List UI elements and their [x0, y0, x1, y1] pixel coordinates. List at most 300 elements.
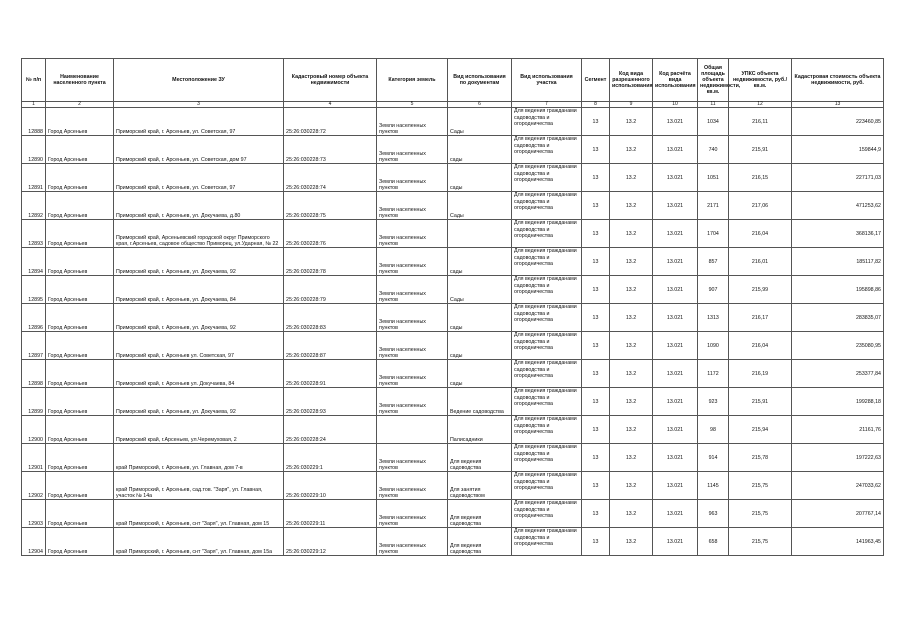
- settlement-name-text: Город Арсеньев: [48, 381, 88, 387]
- plot-location-text: Приморский край, г. Арсеньев, ул. Докучаева, д.80: [116, 213, 241, 219]
- settlement-name-text: Город Арсеньев: [48, 129, 88, 135]
- table-row: [22, 192, 884, 220]
- total-area: [698, 248, 729, 276]
- cadastral-number-text: 25:26:030229:12: [286, 549, 326, 555]
- permitted-use-code: [610, 220, 653, 248]
- cadastral-number: [284, 360, 377, 388]
- settlement-name: [46, 332, 114, 360]
- column-header: Кадастровая стоимость объекта недвижимости, руб.: [792, 59, 884, 102]
- total-area: [698, 472, 729, 500]
- total-area-text: 857: [708, 258, 718, 265]
- permitted-use-code: [610, 416, 653, 444]
- cadastral-number-text: 25:26:030228:74: [286, 185, 326, 191]
- calc-use-code: [653, 444, 698, 472]
- total-area: [698, 304, 729, 332]
- plot-use: [512, 444, 582, 472]
- row-number: [22, 136, 46, 164]
- cadastral-cost: [792, 220, 884, 248]
- total-area-text: 914: [708, 454, 718, 461]
- table-row: [22, 388, 884, 416]
- cadastral-number-text: 25:26:030228:73: [286, 157, 326, 163]
- plot-use: [512, 360, 582, 388]
- segment: [582, 164, 610, 192]
- permitted-use-code-text: 13.2: [625, 510, 637, 517]
- row-number-text: 12904: [28, 549, 43, 555]
- upks-value-text: 215,75: [751, 538, 769, 545]
- plot-location-text: край Приморский, г. Арсеньев, снт "Заря", ул. Главная, дом 15а: [116, 549, 273, 555]
- plot-location: [114, 248, 284, 276]
- plot-location-text: Приморский край, г. Арсеньев, ул. Докучаева, 84: [116, 297, 236, 303]
- plot-use: [512, 276, 582, 304]
- calc-use-code-text: 13.021: [666, 482, 684, 489]
- column-number: 2: [46, 102, 114, 108]
- cadastral-number: [284, 332, 377, 360]
- cadastral-cost: [792, 192, 884, 220]
- settlement-name: [46, 192, 114, 220]
- settlement-name-text: Город Арсеньев: [48, 213, 88, 219]
- total-area: [698, 360, 729, 388]
- row-number: [22, 360, 46, 388]
- land-category-text: Земли населенных пунктов: [379, 291, 426, 303]
- permitted-use-code-text: 13.2: [625, 286, 637, 293]
- upks-value-text: 215,75: [751, 482, 769, 489]
- column-header: Сегмент: [582, 59, 610, 102]
- total-area-text: 1090: [707, 342, 719, 349]
- plot-location: [114, 360, 284, 388]
- column-header: УПКС объекта недвижимости, руб./кв.м.: [729, 59, 792, 102]
- cadastral-value-table: [21, 58, 884, 556]
- plot-location: [114, 416, 284, 444]
- upks-value: [729, 444, 792, 472]
- column-header: Вид использования по документам: [448, 59, 512, 102]
- cadastral-number: [284, 136, 377, 164]
- document-use: [448, 276, 512, 304]
- upks-value-text: 215,94: [751, 426, 769, 433]
- upks-value: [729, 276, 792, 304]
- plot-use-text: Для ведения гражданами садоводства и огородничества: [514, 136, 577, 156]
- row-number: [22, 220, 46, 248]
- cadastral-number: [284, 528, 377, 556]
- column-number: 6: [448, 102, 512, 108]
- plot-use-text: Для ведения гражданами садоводства и огородничества: [514, 500, 577, 520]
- permitted-use-code: [610, 332, 653, 360]
- settlement-name: [46, 416, 114, 444]
- total-area-text: 658: [708, 538, 718, 545]
- segment: [582, 388, 610, 416]
- calc-use-code: [653, 220, 698, 248]
- permitted-use-code: [610, 500, 653, 528]
- column-number: 8: [582, 102, 610, 108]
- segment: [582, 304, 610, 332]
- plot-location-text: край Приморский, г. Арсеньев, ул. Главная, дом 7-в: [116, 465, 243, 471]
- calc-use-code: [653, 136, 698, 164]
- document-use-text: сады: [450, 353, 463, 359]
- permitted-use-code-text: 13.2: [625, 174, 637, 181]
- cadastral-number-text: 25:26:030228:93: [286, 409, 326, 415]
- segment: [582, 276, 610, 304]
- upks-value: [729, 164, 792, 192]
- column-header: Код вида разрешенного использования: [610, 59, 653, 102]
- cadastral-cost-text: 227171,03: [855, 174, 881, 181]
- row-number: [22, 528, 46, 556]
- plot-location-text: Приморский край, г. Арсеньев ул. Советская, 97: [116, 353, 234, 359]
- document-use: [448, 108, 512, 136]
- land-category: [377, 248, 448, 276]
- permitted-use-code: [610, 164, 653, 192]
- column-header: Код расчёта вида использования: [653, 59, 698, 102]
- total-area: [698, 164, 729, 192]
- column-number: 10: [653, 102, 698, 108]
- column-number: 9: [610, 102, 653, 108]
- upks-value: [729, 528, 792, 556]
- cadastral-cost: [792, 304, 884, 332]
- plot-location: [114, 388, 284, 416]
- upks-value: [729, 304, 792, 332]
- cadastral-cost: [792, 248, 884, 276]
- upks-value: [729, 472, 792, 500]
- document-use: [448, 500, 512, 528]
- permitted-use-code: [610, 248, 653, 276]
- segment: [582, 444, 610, 472]
- settlement-name-text: Город Арсеньев: [48, 157, 88, 163]
- calc-use-code-text: 13.021: [666, 118, 684, 125]
- permitted-use-code-text: 13.2: [625, 370, 637, 377]
- total-area: [698, 276, 729, 304]
- land-category-text: Земли населенных пунктов: [379, 151, 426, 163]
- permitted-use-code: [610, 472, 653, 500]
- total-area: [698, 500, 729, 528]
- cadastral-number: [284, 304, 377, 332]
- calc-use-code-text: 13.021: [666, 510, 684, 517]
- plot-location: [114, 192, 284, 220]
- land-category: [377, 220, 448, 248]
- upks-value: [729, 192, 792, 220]
- total-area-text: 740: [708, 146, 718, 153]
- cadastral-cost: [792, 528, 884, 556]
- land-category: [377, 164, 448, 192]
- calc-use-code-text: 13.021: [666, 258, 684, 265]
- cadastral-cost: [792, 276, 884, 304]
- plot-location: [114, 136, 284, 164]
- row-number: [22, 332, 46, 360]
- calc-use-code: [653, 304, 698, 332]
- cadastral-cost-text: 199288,18: [855, 398, 881, 405]
- document-use: [448, 164, 512, 192]
- land-category-text: Земли населенных пунктов: [379, 487, 426, 499]
- segment-text: 13: [592, 118, 599, 125]
- document-use-text: Палисадники: [450, 437, 483, 443]
- plot-use-text: Для ведения гражданами садоводства и огородничества: [514, 388, 577, 408]
- document-use: [448, 444, 512, 472]
- land-category: [377, 388, 448, 416]
- calc-use-code-text: 13.021: [666, 174, 684, 181]
- cadastral-cost: [792, 388, 884, 416]
- calc-use-code-text: 13.021: [666, 342, 684, 349]
- cadastral-cost: [792, 416, 884, 444]
- row-number-text: 12899: [28, 409, 43, 415]
- segment-text: 13: [592, 398, 599, 405]
- total-area: [698, 444, 729, 472]
- land-category-text: Земли населенных пунктов: [379, 403, 426, 415]
- cadastral-number-text: 25:26:030228:24: [286, 437, 326, 443]
- land-category-text: Земли населенных пунктов: [379, 319, 426, 331]
- upks-value-text: 216,04: [751, 342, 769, 349]
- plot-use-text: Для ведения гражданами садоводства и огородничества: [514, 248, 577, 268]
- table-row: [22, 332, 884, 360]
- row-number-text: 12897: [28, 353, 43, 359]
- row-number: [22, 108, 46, 136]
- total-area-text: 1704: [707, 230, 719, 237]
- land-category-text: Земли населенных пунктов: [379, 235, 426, 247]
- cadastral-number-text: 25:26:030228:79: [286, 297, 326, 303]
- plot-use-text: Для ведения гражданами садоводства и огородничества: [514, 416, 577, 436]
- cadastral-number: [284, 220, 377, 248]
- segment-text: 13: [592, 286, 599, 293]
- upks-value-text: 216,19: [751, 370, 769, 377]
- calc-use-code: [653, 472, 698, 500]
- row-number-text: 12903: [28, 521, 43, 527]
- segment: [582, 528, 610, 556]
- document-use: [448, 528, 512, 556]
- calc-use-code-text: 13.021: [666, 146, 684, 153]
- plot-use: [512, 136, 582, 164]
- row-number: [22, 444, 46, 472]
- segment-text: 13: [592, 538, 599, 545]
- plot-use: [512, 388, 582, 416]
- calc-use-code: [653, 248, 698, 276]
- permitted-use-code-text: 13.2: [625, 538, 637, 545]
- row-number-text: 12892: [28, 213, 43, 219]
- row-number: [22, 248, 46, 276]
- permitted-use-code-text: 13.2: [625, 398, 637, 405]
- permitted-use-code: [610, 276, 653, 304]
- plot-location: [114, 472, 284, 500]
- cadastral-number: [284, 108, 377, 136]
- upks-value-text: 215,99: [751, 286, 769, 293]
- segment-text: 13: [592, 370, 599, 377]
- permitted-use-code: [610, 304, 653, 332]
- cadastral-number-text: 25:26:030229:1: [286, 465, 323, 471]
- plot-location-text: Приморский край, Арсеньевский городской округ Приморского края, г.Арсеньев, садовое общество Приморец, ул.Ударная, № 22: [116, 235, 279, 247]
- cadastral-cost: [792, 136, 884, 164]
- settlement-name-text: Город Арсеньев: [48, 493, 88, 499]
- plot-use-text: Для ведения гражданами садоводства и огородничества: [514, 332, 577, 352]
- land-category: [377, 304, 448, 332]
- land-category: [377, 136, 448, 164]
- settlement-name: [46, 444, 114, 472]
- permitted-use-code: [610, 528, 653, 556]
- row-number: [22, 276, 46, 304]
- land-category: [377, 332, 448, 360]
- calc-use-code: [653, 360, 698, 388]
- row-number-text: 12901: [28, 465, 43, 471]
- column-header: Общая площадь объекта недвижимости, кв.м.: [698, 59, 729, 102]
- plot-use: [512, 472, 582, 500]
- land-category-text: Земли населенных пунктов: [379, 123, 426, 135]
- plot-location: [114, 444, 284, 472]
- land-category: [377, 108, 448, 136]
- row-number-text: 12894: [28, 269, 43, 275]
- land-category: [377, 528, 448, 556]
- permitted-use-code: [610, 444, 653, 472]
- upks-value: [729, 388, 792, 416]
- row-number-text: 12898: [28, 381, 43, 387]
- cadastral-number-text: 25:26:030228:91: [286, 381, 326, 387]
- permitted-use-code-text: 13.2: [625, 258, 637, 265]
- calc-use-code-text: 13.021: [666, 286, 684, 293]
- table-row: [22, 220, 884, 248]
- row-number-text: 12890: [28, 157, 43, 163]
- total-area-text: 963: [708, 510, 718, 517]
- plot-location: [114, 276, 284, 304]
- column-header: № п/п: [22, 59, 46, 102]
- row-number-text: 12893: [28, 241, 43, 247]
- cadastral-cost: [792, 164, 884, 192]
- segment: [582, 360, 610, 388]
- total-area: [698, 528, 729, 556]
- upks-value-text: 215,75: [751, 510, 769, 517]
- settlement-name: [46, 220, 114, 248]
- document-use-text: сады: [450, 325, 463, 331]
- cadastral-cost-text: 197222,63: [855, 454, 881, 461]
- document-use-text: сады: [450, 381, 463, 387]
- upks-value-text: 216,11: [752, 118, 768, 125]
- settlement-name: [46, 108, 114, 136]
- plot-use-text: Для ведения гражданами садоводства и огородничества: [514, 164, 577, 184]
- cadastral-cost: [792, 444, 884, 472]
- table-row: [22, 136, 884, 164]
- plot-use: [512, 164, 582, 192]
- row-number: [22, 388, 46, 416]
- land-category-text: Земли населенных пунктов: [379, 263, 426, 275]
- total-area-text: 923: [708, 398, 718, 405]
- plot-use-text: Для ведения гражданами садоводства и огородничества: [514, 108, 577, 128]
- cadastral-number-text: 25:26:030228:75: [286, 213, 326, 219]
- column-number: 5: [377, 102, 448, 108]
- plot-location-text: Приморский край, г. Арсеньев, ул. Советская, 97: [116, 129, 236, 135]
- total-area: [698, 108, 729, 136]
- cadastral-number-text: 25:26:030228:87: [286, 353, 326, 359]
- permitted-use-code-text: 13.2: [625, 146, 637, 153]
- cadastral-number-text: 25:26:030228:78: [286, 269, 326, 275]
- cadastral-number-text: 25:26:030229:10: [286, 493, 326, 499]
- plot-use: [512, 192, 582, 220]
- cadastral-number: [284, 164, 377, 192]
- permitted-use-code-text: 13.2: [625, 426, 637, 433]
- total-area: [698, 192, 729, 220]
- upks-value-text: 216,15: [751, 174, 769, 181]
- permitted-use-code-text: 13.2: [625, 482, 637, 489]
- cadastral-number-text: 25:26:030228:76: [286, 241, 326, 247]
- table-row: [22, 276, 884, 304]
- plot-location-text: Приморский край, г. Арсеньев, ул. Докучаева, 92: [116, 269, 236, 275]
- settlement-name-text: Город Арсеньев: [48, 437, 88, 443]
- table-row: [22, 528, 884, 556]
- plot-use-text: Для ведения гражданами садоводства и огородничества: [514, 360, 577, 380]
- document-use-text: Для занятия садоводством: [450, 487, 485, 499]
- cadastral-number: [284, 444, 377, 472]
- plot-location-text: край Приморский, г. Арсеньев, сад.тов. "Заря", ул. Главная, участок № 14а: [116, 487, 263, 499]
- plot-location-text: Приморский край, г. Арсеньев, ул. Советская, 97: [116, 185, 236, 191]
- settlement-name: [46, 472, 114, 500]
- permitted-use-code-text: 13.2: [625, 118, 637, 125]
- column-number: 1: [22, 102, 46, 108]
- calc-use-code-text: 13.021: [666, 230, 684, 237]
- plot-location-text: Приморский край, г. Арсеньев, ул. Советская, дом 97: [116, 157, 247, 163]
- upks-value: [729, 360, 792, 388]
- plot-use-text: Для ведения гражданами садоводства и огородничества: [514, 472, 577, 492]
- segment-text: 13: [592, 454, 599, 461]
- table-row: [22, 108, 884, 136]
- settlement-name-text: Город Арсеньев: [48, 409, 88, 415]
- calc-use-code-text: 13.021: [666, 202, 684, 209]
- cadastral-number: [284, 500, 377, 528]
- calc-use-code: [653, 108, 698, 136]
- total-area-text: 2171: [707, 202, 719, 209]
- upks-value: [729, 136, 792, 164]
- total-area-text: 1172: [707, 370, 719, 377]
- cadastral-cost-text: 471253,62: [855, 202, 881, 209]
- cadastral-cost-text: 141963,45: [855, 538, 881, 545]
- settlement-name-text: Город Арсеньев: [48, 297, 88, 303]
- permitted-use-code-text: 13.2: [625, 454, 637, 461]
- settlement-name: [46, 136, 114, 164]
- table-body: [22, 108, 884, 556]
- settlement-name-text: Город Арсеньев: [48, 549, 88, 555]
- plot-location-text: Приморский край, г.Арсеньев, ул.Черемуховая, 2: [116, 437, 237, 443]
- segment-text: 13: [592, 342, 599, 349]
- permitted-use-code-text: 13.2: [625, 230, 637, 237]
- permitted-use-code-text: 13.2: [625, 314, 637, 321]
- calc-use-code: [653, 332, 698, 360]
- row-number: [22, 416, 46, 444]
- plot-use-text: Для ведения гражданами садоводства и огородничества: [514, 444, 577, 464]
- plot-use-text: Для ведения гражданами садоводства и огородничества: [514, 192, 577, 212]
- cadastral-number-text: 25:26:030228:83: [286, 325, 326, 331]
- cadastral-number: [284, 276, 377, 304]
- plot-location-text: Приморский край, г. Арсеньев, ул. Докучаева, 92: [116, 409, 236, 415]
- column-number: 11: [698, 102, 729, 108]
- settlement-name-text: Город Арсеньев: [48, 465, 88, 471]
- table-row: [22, 416, 884, 444]
- settlement-name-text: Город Арсеньев: [48, 521, 88, 527]
- segment: [582, 500, 610, 528]
- plot-use-text: Для ведения гражданами садоводства и огородничества: [514, 276, 577, 296]
- plot-use-text: Для ведения гражданами садоводства и огородничества: [514, 304, 577, 324]
- plot-use: [512, 220, 582, 248]
- document-use: [448, 360, 512, 388]
- settlement-name-text: Город Арсеньев: [48, 269, 88, 275]
- document-use-text: сады: [450, 157, 463, 163]
- cadastral-cost: [792, 108, 884, 136]
- calc-use-code-text: 13.021: [666, 398, 684, 405]
- cadastral-cost: [792, 360, 884, 388]
- permitted-use-code: [610, 360, 653, 388]
- cadastral-cost-text: 235080,95: [855, 342, 881, 349]
- settlement-name: [46, 304, 114, 332]
- document-use: [448, 472, 512, 500]
- total-area-text: 98: [710, 426, 716, 433]
- total-area-text: 1051: [707, 174, 719, 181]
- settlement-name-text: Город Арсеньев: [48, 241, 88, 247]
- settlement-name-text: Город Арсеньев: [48, 185, 88, 191]
- segment-text: 13: [592, 202, 599, 209]
- calc-use-code: [653, 528, 698, 556]
- cadastral-number-text: 25:26:030229:11: [286, 521, 326, 527]
- table-row: [22, 444, 884, 472]
- column-header: Кадастровый номер объекта недвижимости: [284, 59, 377, 102]
- calc-use-code: [653, 416, 698, 444]
